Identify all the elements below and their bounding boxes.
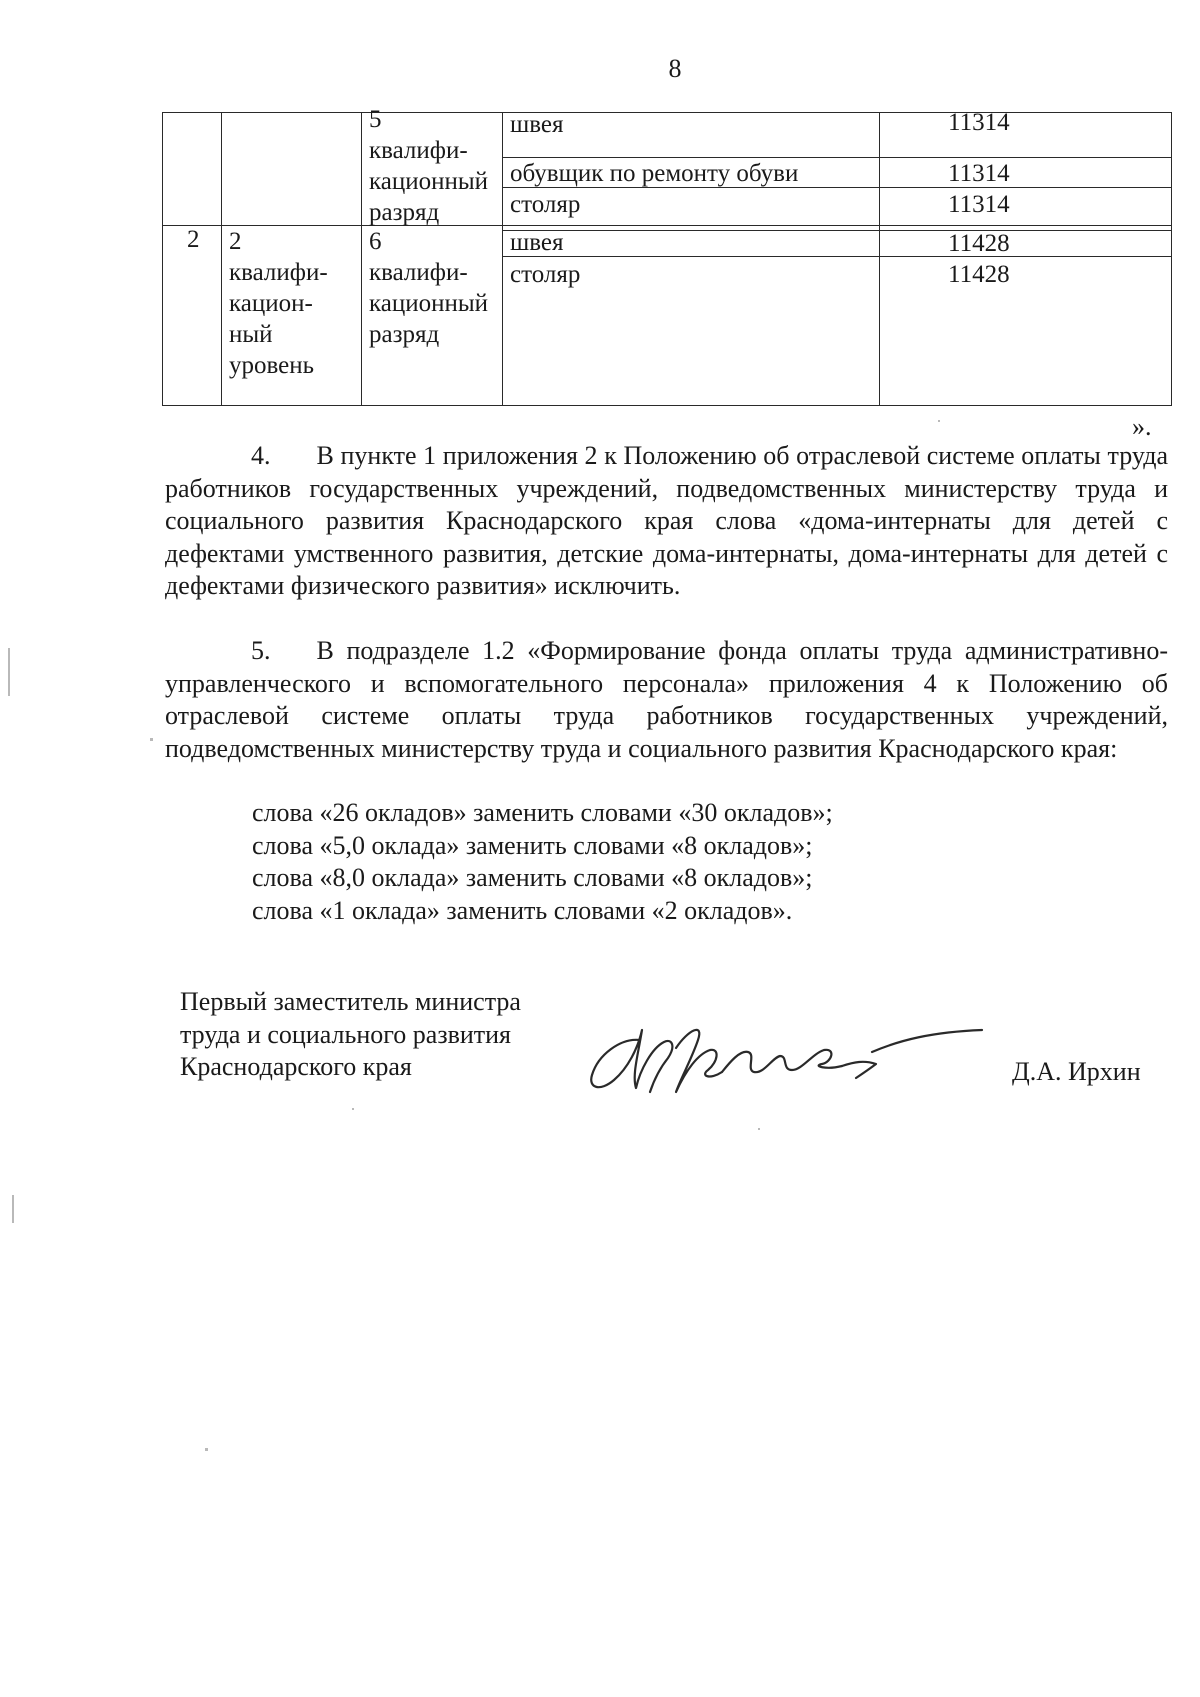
- page-number: 8: [668, 54, 682, 83]
- signatory-title-line: Краснодарского края: [180, 1052, 412, 1081]
- table-row-1-value-1: 11314: [948, 109, 1010, 136]
- table-row-1-job-3: столяр: [510, 191, 581, 218]
- scan-speck: [205, 1448, 208, 1451]
- signatory-title-line: Первый заместитель министра: [180, 987, 521, 1016]
- replacement-item: слова «26 окладов» заменить словами «30 окладов»;: [252, 798, 833, 827]
- signatory-title-line: труда и социального развития: [180, 1019, 512, 1049]
- replacement-list: [252, 797, 833, 927]
- signatory-title: [180, 986, 521, 1084]
- table-row-1-job-2: обувщик по ремонту обуви: [510, 160, 799, 187]
- table-row-2-job-1: швея: [510, 229, 564, 256]
- scan-speck: [150, 738, 153, 741]
- replacement-item: слова «5,0 оклада» заменить словами «8 окладов»;: [252, 830, 813, 860]
- table-row-2-number: 2: [187, 226, 200, 253]
- paragraph-4-text: В пункте 1 приложения 2 к Положению об отраслевой системе оплаты труда работников государственных учреждений, подведомственных министерству труда и социального развития Краснодарского края слова «дома-интернаты для детей с дефектами умственного развития, детские дома-интернаты, дома-интернаты для детей с дефектами физического развития» исключить.: [165, 441, 1168, 600]
- signatory-name: Д.А. Ирхин: [1012, 1057, 1141, 1086]
- paragraph-4-number: 4.: [251, 441, 271, 470]
- paragraph-4: [165, 440, 1168, 603]
- paragraph-5-number: 5.: [251, 636, 271, 665]
- closing-quote: ».: [1132, 412, 1152, 441]
- handwritten-signature: [580, 1000, 1000, 1100]
- table-row-2-grade: 6 квалифи- кационный разряд: [369, 228, 489, 348]
- replacement-item: слова «8,0 оклада» заменить словами «8 окладов»;: [252, 863, 813, 892]
- table-row-2-value-2: 11428: [948, 261, 1010, 288]
- scan-speck: [352, 1108, 354, 1110]
- replacement-item: слова «1 оклада» заменить словами «2 окладов».: [252, 895, 793, 925]
- table-row-2-value-1: 11428: [948, 230, 1010, 257]
- scan-speck: [758, 1128, 760, 1130]
- table-row-2-job-2: столяр: [510, 261, 581, 288]
- table-row-2-level: 2 квалифи- кацион- ный уровень: [229, 228, 328, 379]
- scan-speck: [938, 420, 940, 422]
- table-row-1-job-1: швея: [510, 111, 564, 138]
- paragraph-5-text: В подразделе 1.2 «Формирование фонда оплаты труда административно-управленческого и вспомогательного персонала» приложения 4 к Положению об отраслевой системе оплаты труда работников государственных учреждений, подведомственных министерству труда и социального развития Краснодарского края:: [165, 636, 1168, 763]
- scan-speck: [12, 1195, 14, 1223]
- salary-table: [162, 106, 1172, 406]
- table-row-1-value-3: 11314: [948, 191, 1010, 218]
- paragraph-5: [165, 635, 1168, 765]
- table-row-1-value-2: 11314: [948, 160, 1010, 187]
- scan-speck: [8, 648, 10, 696]
- table-row-1-grade: 5 квалифи- кационный разряд: [369, 106, 489, 226]
